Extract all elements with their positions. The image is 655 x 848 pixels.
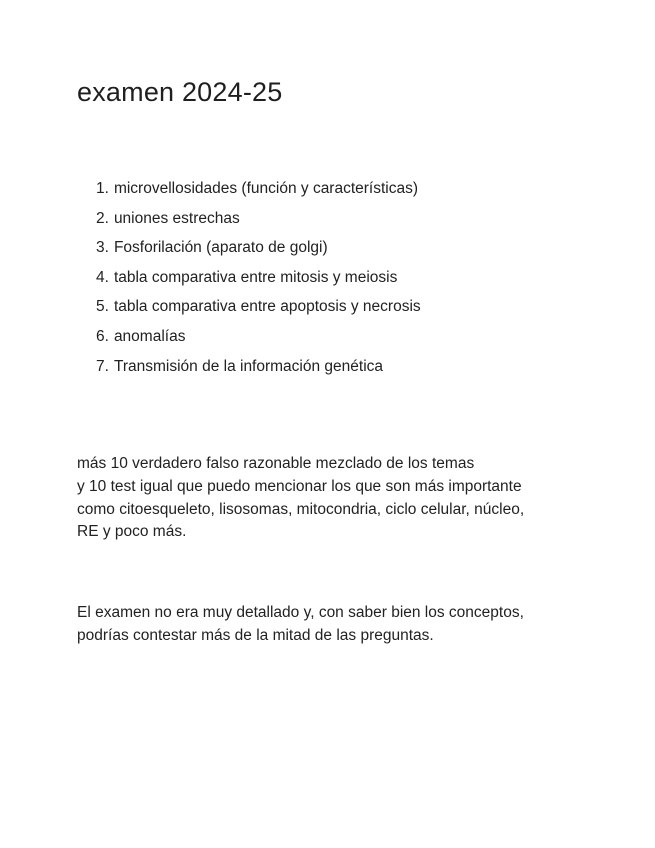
exam-format-paragraph (77, 453, 524, 544)
list-item (96, 178, 421, 208)
list-item-number: 7. (96, 357, 109, 375)
paragraph-line: y 10 test igual que puedo mencionar los que son más importante (77, 477, 522, 495)
list-item-text: tabla comparativa entre apoptosis y necrosis (113, 298, 421, 316)
list-item (96, 208, 421, 238)
paragraph-line: podrías contestar más de la mitad de las preguntas. (77, 626, 434, 644)
list-item (96, 356, 421, 386)
paragraph-line: RE y poco más. (77, 523, 187, 541)
list-item (96, 326, 421, 356)
list-item (96, 267, 421, 297)
paragraph-line: El examen no era muy detallado y, con saber bien los conceptos, (77, 604, 524, 621)
exam-summary-paragraph (77, 602, 524, 648)
list-item-text: Transmisión de la información genética (113, 357, 384, 375)
list-item-number: 4. (96, 268, 109, 286)
list-item-number: 1. (96, 180, 109, 197)
list-item-text: Fosforilación (aparato de golgi) (113, 239, 328, 257)
topic-list (96, 178, 421, 385)
list-item-text: uniones estrechas (113, 209, 240, 227)
list-item-number: 2. (96, 209, 109, 227)
list-item-text: tabla comparativa entre mitosis y meiosis (113, 268, 398, 286)
list-item-number: 6. (96, 327, 109, 345)
list-item-text: microvellosidades (función y características) (113, 180, 419, 197)
list-item (96, 237, 421, 267)
list-item-number: 5. (96, 298, 109, 316)
paragraph-line: más 10 verdadero falso razonable mezclado de los temas (77, 455, 475, 472)
list-item-text: anomalías (113, 327, 186, 345)
document-title: examen 2024-25 (77, 77, 283, 107)
list-item (96, 296, 421, 326)
list-item-number: 3. (96, 239, 109, 257)
paragraph-line: como citoesqueleto, lisosomas, mitocondria, ciclo celular, núcleo, (77, 500, 525, 518)
